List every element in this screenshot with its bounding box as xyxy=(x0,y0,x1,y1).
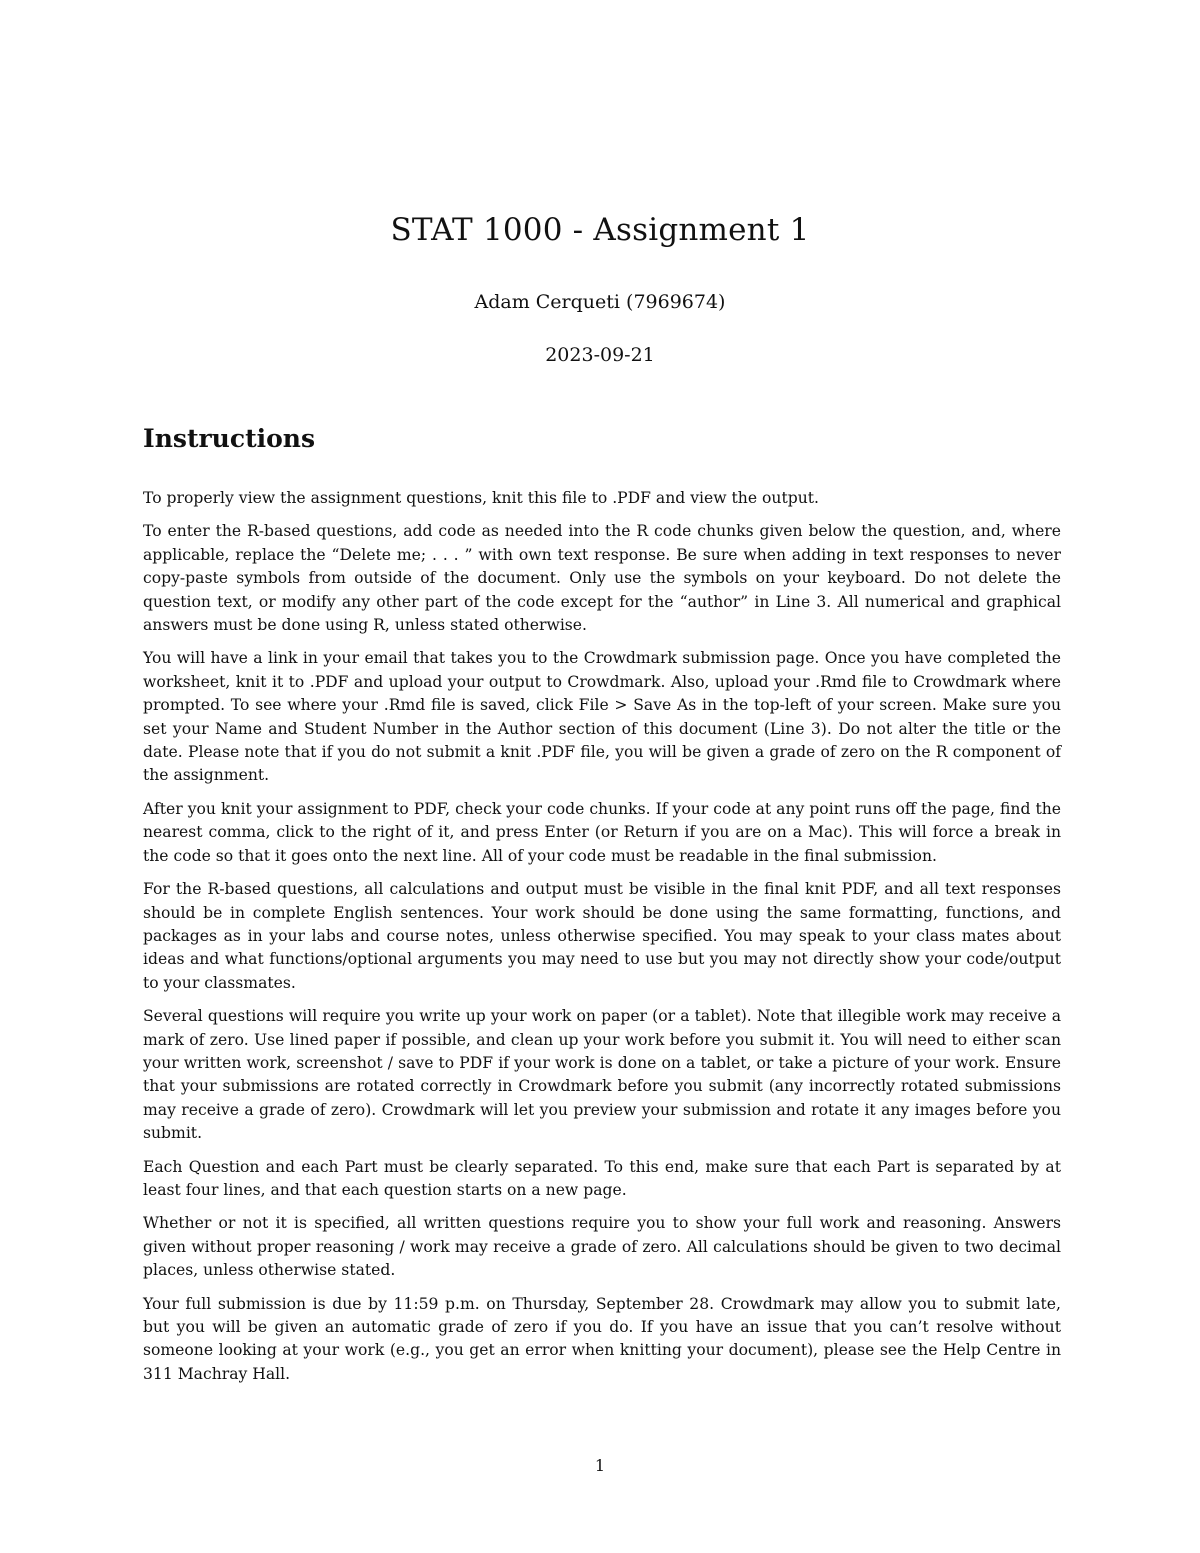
instruction-paragraph: After you knit your assignment to PDF, check your code chunks. If your code at any point runs off the page, find the nearest comma, click to the right of it, and press Enter (or Return if you are on a Mac). This will force a break in the code so that it goes onto the next line. All of your code must be readable in the final submission. xyxy=(143,799,1061,865)
section-heading-instructions: Instructions xyxy=(143,424,316,453)
instruction-paragraph: To enter the R-based questions, add code as needed into the R code chunks given below the question, and, where applicable, replace the “Delete me; . . . ” with own text response. Be sure when adding in text responses to never copy-paste symbols from outside of the document. Only use the symbols on your keyboard. Do not delete the question text, or modify any other part of the code except for the “author” in Line 3. All numerical and graphical answers must be done using R, unless stated otherwise. xyxy=(143,522,1061,635)
instruction-paragraph: Several questions will require you write up your work on paper (or a tablet). Note that illegible work may receive a mark of zero. Use lined paper if possible, and clean up your work before you submit it. You will need to either scan your written work, screenshot / save to PDF if your work is done on a tablet, or take a picture of your work. Ensure that your submissions are rotated correctly in Crowdmark before you submit (any incorrectly rotated submissions may receive a grade of zero). Crowdmark will let you preview your submission and rotate it any images before you submit. xyxy=(143,1007,1061,1143)
instruction-paragraph: Your full submission is due by 11:59 p.m. on Thursday, September 28. Crowdmark may allow you to submit late, but you will be given an automatic grade of zero if you do. If you have an issue that you can’t resolve without someone looking at your work (e.g., you get an error when knitting your document), please see the Help Centre in 311 Machray Hall. xyxy=(143,1294,1061,1383)
instruction-paragraph: For the R-based questions, all calculations and output must be visible in the final knit PDF, and all text responses should be in complete English sentences. Your work should be done using the same formatting, functions, and packages as in your labs and course notes, unless otherwise specified. You may speak to your class mates about ideas and what functions/optional arguments you may need to use but you may not directly show your code/output to your classmates. xyxy=(143,880,1061,992)
page-number: 1 xyxy=(594,1456,606,1475)
document-date: 2023-09-21 xyxy=(545,344,655,366)
document-author: Adam Cerqueti (7969674) xyxy=(474,291,726,313)
instruction-paragraph: Each Question and each Part must be clearly separated. To this end, make sure that each Part is separated by at least four lines, and that each question starts on a new page. xyxy=(143,1157,1061,1199)
instruction-paragraph: Whether or not it is specified, all written questions require you to show your full work and reasoning. Answers given without proper reasoning / work may receive a grade of zero. All calculations should be given to two decimal places, unless otherwise stated. xyxy=(143,1214,1061,1280)
document-title: STAT 1000 - Assignment 1 xyxy=(390,212,810,248)
instruction-paragraph: You will have a link in your email that takes you to the Crowdmark submission page. Once you have completed the worksheet, knit it to .PDF and upload your output to Crowdmark. Also, upload your .Rmd file to Crowdmark where prompted. To see where your .Rmd file is saved, click File > Save As in the top-left of your screen. Make sure you set your Name and Student Number in the Author section of this document (Line 3). Do not alter the title or the date. Please note that if you do not submit a knit .PDF file, you will be given a grade of zero on the R component of the assignment. xyxy=(143,649,1061,785)
instruction-paragraph: To properly view the assignment questions, knit this file to .PDF and view the output. xyxy=(143,489,819,507)
instructions-body xyxy=(143,487,1061,1396)
